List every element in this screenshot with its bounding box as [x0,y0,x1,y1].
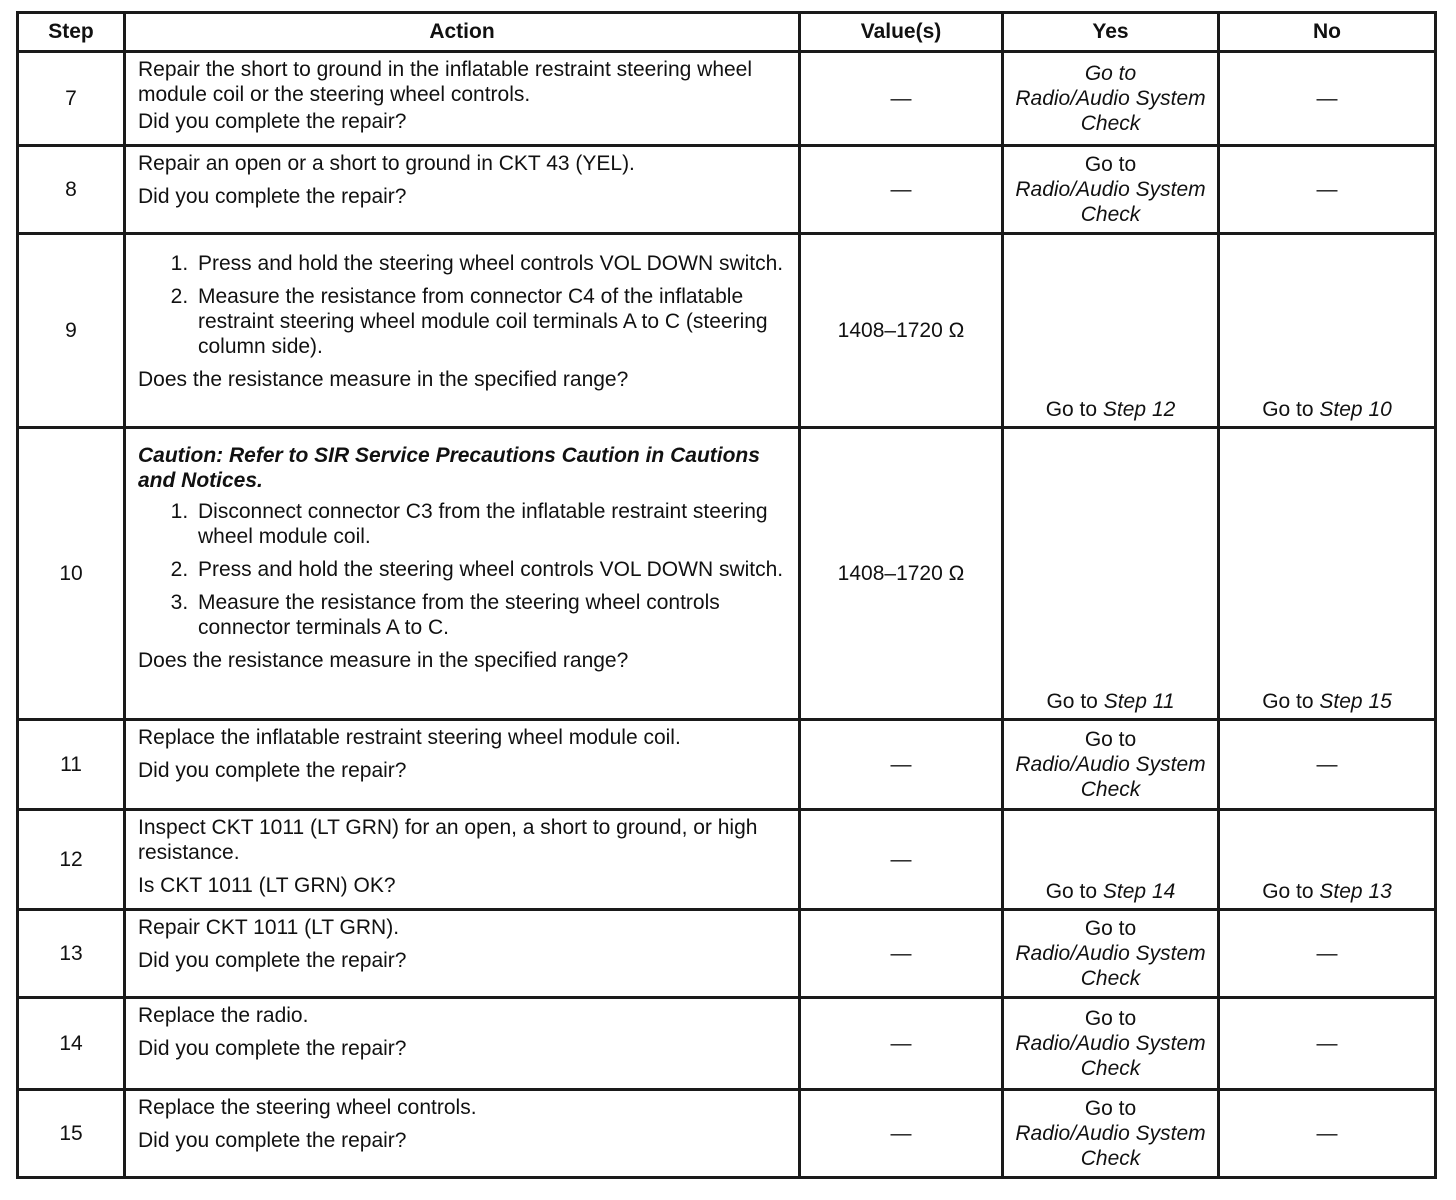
table-row [18,52,1436,146]
step-number: 8 [18,146,125,234]
step-number: 13 [18,910,125,998]
yes-cell [1003,910,1219,998]
action-text: Repair CKT 1011 (LT GRN). [138,916,400,939]
no-target: Step 15 [1319,690,1392,713]
yes-target: Step 12 [1102,398,1176,421]
yes-cell [1003,720,1219,810]
yes-go-to: Go to [1084,153,1137,176]
yes-go-to: Go to [1045,880,1098,903]
step-number: 7 [18,52,125,146]
procedure-list [138,251,788,359]
action-question: Does the resistance measure in the specified range? [138,649,629,672]
value-cell: — [800,1090,1003,1178]
value-cell: — [800,910,1003,998]
step-number: 15 [18,1090,125,1178]
step-number: 14 [18,998,125,1090]
action-text: Replace the radio. [138,1004,309,1027]
value-cell: 1408–1720 Ω [800,234,1003,428]
table-row [18,146,1436,234]
action-text: Repair an open or a short to ground in CKT 43 (YEL). [138,152,635,175]
table-row [18,720,1436,810]
procedure-item: 3. Measure the resistance from the steering wheel controls connector terminals A to C. [194,590,788,640]
table-row [18,1090,1436,1178]
yes-target: Radio/Audio System Check [1015,942,1206,990]
yes-go-to: Go to [1084,917,1137,940]
yes-go-to: Go to [1084,728,1137,751]
no-cell: — [1219,1090,1436,1178]
procedure-item: 1. Press and hold the steering wheel controls VOL DOWN switch. [194,251,788,276]
yes-go-to: Go to [1084,62,1137,85]
yes-cell [1003,146,1219,234]
action-question: Did you complete the repair? [138,949,407,972]
procedure-item: 2. Measure the resistance from connector C4 of the inflatable restraint steering wheel module coil terminals A to C (steering column side). [194,284,788,359]
table-row [18,234,1436,428]
step-number: 12 [18,810,125,910]
no-cell: — [1219,998,1436,1090]
procedure-item: 1. Disconnect connector C3 from the inflatable restraint steering wheel module coil. [194,499,788,549]
action-question: Did you complete the repair? [138,1037,407,1060]
action-text: Repair the short to ground in the inflatable restraint steering wheel module coil or the steering wheel controls. [138,58,753,106]
yes-cell [1003,234,1219,428]
yes-target: Radio/Audio System Check [1015,1122,1206,1170]
table-row [18,428,1436,720]
no-cell: — [1219,146,1436,234]
yes-cell [1003,52,1219,146]
yes-go-to: Go to [1046,690,1098,713]
action-cell [125,52,800,146]
no-go-to: Go to [1262,690,1314,713]
yes-cell [1003,998,1219,1090]
action-text: Replace the steering wheel controls. [138,1096,477,1119]
caution-note: Caution: Refer to SIR Service Precautions Caution in Cautions and Notices. [138,444,760,492]
value-cell: — [800,720,1003,810]
procedure-item: 2. Press and hold the steering wheel controls VOL DOWN switch. [194,557,788,582]
table-row [18,910,1436,998]
header-step: Step [18,13,125,52]
no-go-to: Go to [1262,880,1314,903]
no-cell: — [1219,720,1436,810]
action-question: Did you complete the repair? [138,185,407,208]
no-go-to: Go to [1262,398,1314,421]
yes-go-to: Go to [1045,398,1098,421]
header-values: Value(s) [800,13,1003,52]
table-row [18,998,1436,1090]
no-cell [1219,428,1436,720]
no-cell: — [1219,52,1436,146]
action-question: Did you complete the repair? [138,759,407,782]
no-target: Step 13 [1319,880,1392,903]
diagnostic-table [16,11,1437,1179]
yes-target: Radio/Audio System Check [1015,87,1206,135]
step-number: 11 [18,720,125,810]
no-cell: — [1219,910,1436,998]
value-cell: — [800,810,1003,910]
action-cell [125,234,800,428]
value-cell: — [800,52,1003,146]
header-yes: Yes [1003,13,1219,52]
yes-target: Radio/Audio System Check [1015,753,1206,801]
action-cell [125,428,800,720]
yes-target: Step 11 [1103,690,1175,713]
action-cell [125,720,800,810]
header-action: Action [125,13,800,52]
header-row [18,13,1436,52]
yes-target: Step 14 [1102,880,1176,903]
action-text: Replace the inflatable restraint steering wheel module coil. [138,726,681,749]
action-cell [125,146,800,234]
action-question: Is CKT 1011 (LT GRN) OK? [138,874,396,897]
yes-cell [1003,810,1219,910]
yes-go-to: Go to [1084,1097,1137,1120]
step-number: 9 [18,234,125,428]
yes-cell [1003,428,1219,720]
action-cell [125,1090,800,1178]
table-row [18,810,1436,910]
no-cell [1219,234,1436,428]
action-cell [125,910,800,998]
step-number: 10 [18,428,125,720]
value-cell: — [800,146,1003,234]
value-cell: — [800,998,1003,1090]
yes-target: Radio/Audio System Check [1015,1032,1206,1080]
action-text: Inspect CKT 1011 (LT GRN) for an open, a short to ground, or high resistance. [138,816,758,864]
action-question: Did you complete the repair? [138,110,407,133]
action-question: Does the resistance measure in the specified range? [138,368,629,391]
yes-cell [1003,1090,1219,1178]
procedure-list [138,499,788,640]
no-cell [1219,810,1436,910]
no-target: Step 10 [1319,398,1392,421]
yes-target: Radio/Audio System Check [1015,178,1206,226]
action-question: Did you complete the repair? [138,1129,407,1152]
yes-go-to: Go to [1084,1007,1137,1030]
action-cell [125,998,800,1090]
action-cell [125,810,800,910]
value-cell: 1408–1720 Ω [800,428,1003,720]
diagnostic-table-wrapper [16,11,1434,1179]
header-no: No [1219,13,1436,52]
